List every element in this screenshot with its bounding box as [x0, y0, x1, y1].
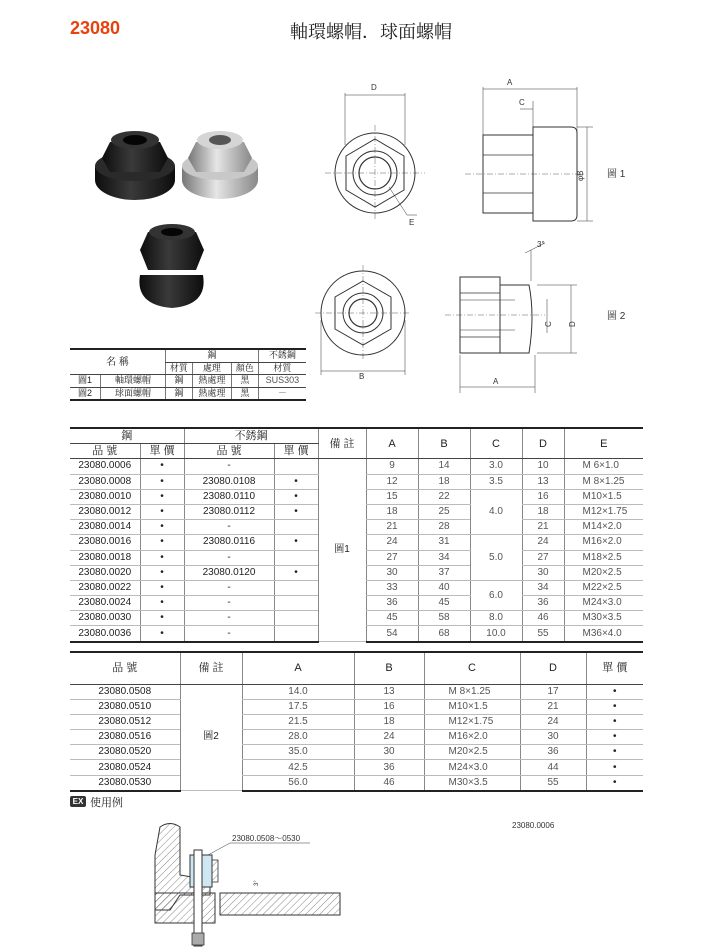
dim-b: 37 — [418, 565, 470, 580]
dim-d: 21 — [520, 699, 586, 714]
dim-c: M16×2.0 — [424, 730, 520, 745]
note-fig2: 圖2 — [180, 684, 242, 791]
dim-b: 16 — [354, 699, 424, 714]
mat-row — [70, 375, 306, 388]
dim-a: 15 — [366, 489, 418, 504]
dim-b: 18 — [418, 474, 470, 489]
dim-e: M14×2.0 — [564, 520, 643, 535]
dim-a: 30 — [366, 565, 418, 580]
dim-e: M12×1.75 — [564, 504, 643, 519]
note-fig1: 圖1 — [318, 459, 366, 642]
part-no: 23080.0510 — [70, 699, 180, 714]
price: • — [586, 745, 643, 760]
price: • — [586, 730, 643, 745]
svg-text:圖 1: 圖 1 — [607, 169, 626, 180]
steel-price: • — [140, 580, 184, 595]
dim-d: 21 — [522, 520, 564, 535]
stainless-part-no: - — [184, 580, 274, 595]
svg-text:圖 2: 圖 2 — [607, 311, 626, 322]
svg-text:B: B — [359, 372, 365, 381]
dim-a: 54 — [366, 626, 418, 642]
dim-a: 28.0 — [242, 730, 354, 745]
dim-d: 34 — [522, 580, 564, 595]
dim-a: 33 — [366, 580, 418, 595]
stainless-part-no: 23080.0120 — [184, 565, 274, 580]
svg-text:φB: φB — [576, 170, 585, 181]
svg-text:3°: 3° — [254, 880, 260, 886]
callout-collar-nut: 23080.0006 — [512, 821, 555, 830]
t2-head-b: B — [354, 652, 424, 684]
mat-sub-material2: 材質 — [258, 362, 306, 375]
material-table — [70, 348, 306, 401]
dim-d: 30 — [520, 730, 586, 745]
parts-table-fig2 — [70, 651, 643, 792]
t1-head-e: E — [564, 428, 643, 459]
svg-text:E: E — [409, 218, 415, 227]
dim-b: 45 — [418, 596, 470, 611]
dim-a: 21 — [366, 520, 418, 535]
dim-b: 14 — [418, 459, 470, 474]
t1-head-d: D — [522, 428, 564, 459]
svg-text:D: D — [568, 321, 577, 327]
dim-d: 55 — [522, 626, 564, 642]
stainless-part-no: 23080.0110 — [184, 489, 274, 504]
table-row — [70, 459, 643, 474]
stainless-part-no: - — [184, 550, 274, 565]
t1-head-note: 備 註 — [318, 428, 366, 459]
usage-example-drawing — [150, 815, 570, 949]
dim-e: M16×2.0 — [564, 535, 643, 550]
dim-c: 3.5 — [470, 474, 522, 489]
price: • — [586, 699, 643, 714]
dim-b: 58 — [418, 611, 470, 626]
steel-part-no: 23080.0006 — [70, 459, 140, 474]
dim-b: 31 — [418, 535, 470, 550]
product-code: 23080 — [70, 18, 121, 38]
svg-text:A: A — [507, 78, 513, 87]
dim-c: 8.0 — [470, 611, 522, 626]
stainless-part-no: - — [184, 626, 274, 642]
mat-sub-color: 顏色 — [232, 362, 259, 375]
t1-head-price-ss: 單 價 — [274, 444, 318, 459]
dim-d: 36 — [520, 745, 586, 760]
dim-a: 21.5 — [242, 714, 354, 729]
table-row — [70, 714, 643, 729]
dim-c: M24×3.0 — [424, 760, 520, 775]
stainless-price — [274, 459, 318, 474]
steel-price: • — [140, 504, 184, 519]
t1-head-price: 單 價 — [140, 444, 184, 459]
table-row — [70, 775, 643, 791]
dim-b: 22 — [418, 489, 470, 504]
product-photos — [90, 120, 270, 320]
steel-part-no: 23080.0036 — [70, 626, 140, 642]
steel-part-no: 23080.0024 — [70, 596, 140, 611]
t1-head-part-ss: 品 號 — [184, 444, 274, 459]
stainless-part-no: 23080.0116 — [184, 535, 274, 550]
black-collar-nut-icon — [95, 131, 175, 200]
dim-c: M20×2.5 — [424, 745, 520, 760]
steel-part-no: 23080.0022 — [70, 580, 140, 595]
table-row — [70, 760, 643, 775]
table-row — [70, 684, 643, 699]
fig1-front-view — [325, 83, 425, 227]
dim-c: M30×3.5 — [424, 775, 520, 791]
t2-head-part: 品 號 — [70, 652, 180, 684]
dim-c: 3.0 — [470, 459, 522, 474]
page-title: 軸環螺帽．球面螺帽 — [290, 22, 452, 43]
dim-d: 24 — [522, 535, 564, 550]
mat-head-name: 名 稱 — [70, 349, 166, 375]
mat-color: 黑 — [232, 375, 259, 388]
dim-e: M10×1.5 — [564, 489, 643, 504]
mat-fig: 圖2 — [70, 387, 101, 400]
stainless-price — [274, 550, 318, 565]
stainless-price: • — [274, 504, 318, 519]
mat-sub-treatment: 處理 — [192, 362, 231, 375]
steel-price: • — [140, 520, 184, 535]
dim-c: 5.0 — [470, 535, 522, 581]
t2-body — [70, 684, 643, 791]
steel-price: • — [140, 550, 184, 565]
t1-head-b: B — [418, 428, 470, 459]
steel-price: • — [140, 596, 184, 611]
dim-e: M22×2.5 — [564, 580, 643, 595]
dim-d: 17 — [520, 684, 586, 699]
dim-d: 36 — [522, 596, 564, 611]
dim-e: M30×3.5 — [564, 611, 643, 626]
dim-b: 25 — [418, 504, 470, 519]
dim-a: 14.0 — [242, 684, 354, 699]
table-row — [70, 745, 643, 760]
dim-e: M36×4.0 — [564, 626, 643, 642]
dim-c: M12×1.75 — [424, 714, 520, 729]
svg-text:D: D — [371, 83, 377, 92]
stainless-price: • — [274, 535, 318, 550]
spherical-nut-icon — [139, 224, 204, 308]
t1-head-c: C — [470, 428, 522, 459]
dim-c: M 8×1.25 — [424, 684, 520, 699]
part-no: 23080.0516 — [70, 730, 180, 745]
dim-a: 45 — [366, 611, 418, 626]
dim-a: 18 — [366, 504, 418, 519]
dim-c: 6.0 — [470, 580, 522, 610]
steel-part-no: 23080.0030 — [70, 611, 140, 626]
steel-part-no: 23080.0018 — [70, 550, 140, 565]
stainless-price: • — [274, 565, 318, 580]
dim-b: 30 — [354, 745, 424, 760]
dim-b: 13 — [354, 684, 424, 699]
svg-text:C: C — [544, 321, 553, 327]
example-badge: EX — [70, 796, 86, 807]
dim-a: 27 — [366, 550, 418, 565]
dim-d: 10 — [522, 459, 564, 474]
mat-treatment: 熱處理 — [192, 375, 231, 388]
callout-spherical-range: 23080.0508～0530 — [232, 834, 301, 843]
mat-stainless: － — [258, 387, 306, 400]
dim-d: 55 — [520, 775, 586, 791]
dim-d: 13 — [522, 474, 564, 489]
stainless-price: • — [274, 474, 318, 489]
dim-b: 18 — [354, 714, 424, 729]
stainless-part-no: - — [184, 611, 274, 626]
price: • — [586, 775, 643, 791]
part-no: 23080.0512 — [70, 714, 180, 729]
mat-material: 鋼 — [166, 375, 193, 388]
stainless-price — [274, 580, 318, 595]
steel-price: • — [140, 535, 184, 550]
dim-d: 18 — [522, 504, 564, 519]
dim-a: 9 — [366, 459, 418, 474]
fig2-front-view — [315, 265, 411, 381]
part-no: 23080.0530 — [70, 775, 180, 791]
t2-head-c: C — [424, 652, 520, 684]
svg-text:C: C — [519, 98, 525, 107]
stainless-price — [274, 626, 318, 642]
svg-text:3°: 3° — [537, 240, 545, 249]
steel-part-no: 23080.0008 — [70, 474, 140, 489]
mat-sub-material: 材質 — [166, 362, 193, 375]
mat-row — [70, 387, 306, 400]
dim-b: 36 — [354, 760, 424, 775]
steel-price: • — [140, 489, 184, 504]
dim-e: M18×2.5 — [564, 550, 643, 565]
steel-part-no: 23080.0016 — [70, 535, 140, 550]
dim-d: 16 — [522, 489, 564, 504]
dim-e: M 6×1.0 — [564, 459, 643, 474]
mat-head-stainless: 不銹鋼 — [258, 349, 306, 362]
stainless-part-no: - — [184, 596, 274, 611]
dim-d: 24 — [520, 714, 586, 729]
stainless-price — [274, 596, 318, 611]
part-no: 23080.0520 — [70, 745, 180, 760]
dim-b: 34 — [418, 550, 470, 565]
steel-part-no: 23080.0020 — [70, 565, 140, 580]
stainless-price — [274, 520, 318, 535]
t2-head-note: 備 註 — [180, 652, 242, 684]
stainless-part-no: 23080.0112 — [184, 504, 274, 519]
steel-part-no: 23080.0014 — [70, 520, 140, 535]
steel-price: • — [140, 474, 184, 489]
mat-treatment: 熱處理 — [192, 387, 231, 400]
fig1-side-view — [465, 78, 626, 221]
dim-b: 68 — [418, 626, 470, 642]
stainless-part-no: - — [184, 459, 274, 474]
technical-drawings — [315, 75, 655, 395]
price: • — [586, 714, 643, 729]
dim-c: 4.0 — [470, 489, 522, 535]
steel-price: • — [140, 459, 184, 474]
fig2-side-view — [445, 240, 626, 393]
dim-b: 46 — [354, 775, 424, 791]
stainless-price — [274, 611, 318, 626]
t2-head-price: 單 價 — [586, 652, 643, 684]
steel-part-no: 23080.0010 — [70, 489, 140, 504]
example-label: 使用例 — [90, 796, 123, 809]
dim-e: M24×3.0 — [564, 596, 643, 611]
stainless-price: • — [274, 489, 318, 504]
dim-a: 17.5 — [242, 699, 354, 714]
dim-a: 36 — [366, 596, 418, 611]
t1-head-steel: 鋼 — [70, 428, 184, 444]
t1-body — [70, 459, 643, 642]
dim-e: M20×2.5 — [564, 565, 643, 580]
stainless-collar-nut-icon — [182, 131, 258, 199]
dim-d: 30 — [522, 565, 564, 580]
stainless-part-no: - — [184, 520, 274, 535]
dim-e: M 8×1.25 — [564, 474, 643, 489]
dim-a: 24 — [366, 535, 418, 550]
table-row — [70, 699, 643, 714]
dim-a: 56.0 — [242, 775, 354, 791]
dim-b: 24 — [354, 730, 424, 745]
dim-a: 35.0 — [242, 745, 354, 760]
mat-fig: 圖1 — [70, 375, 101, 388]
dim-b: 40 — [418, 580, 470, 595]
t1-head-part: 品 號 — [70, 444, 140, 459]
dim-d: 46 — [522, 611, 564, 626]
steel-price: • — [140, 626, 184, 642]
t1-head-stainless: 不銹鋼 — [184, 428, 318, 444]
svg-text:A: A — [493, 377, 499, 386]
dim-a: 42.5 — [242, 760, 354, 775]
price: • — [586, 760, 643, 775]
table-row — [70, 730, 643, 745]
mat-name: 球面螺帽 — [101, 387, 166, 400]
steel-price: • — [140, 611, 184, 626]
mat-name: 軸環螺帽 — [101, 375, 166, 388]
part-no: 23080.0524 — [70, 760, 180, 775]
dim-c: M10×1.5 — [424, 699, 520, 714]
stainless-part-no: 23080.0108 — [184, 474, 274, 489]
dim-a: 12 — [366, 474, 418, 489]
t2-head-a: A — [242, 652, 354, 684]
mat-material: 鋼 — [166, 387, 193, 400]
dim-c: 10.0 — [470, 626, 522, 642]
steel-price: • — [140, 565, 184, 580]
part-no: 23080.0508 — [70, 684, 180, 699]
mat-color: 黑 — [232, 387, 259, 400]
steel-part-no: 23080.0012 — [70, 504, 140, 519]
parts-table-fig1 — [70, 427, 643, 643]
dim-d: 27 — [522, 550, 564, 565]
mat-stainless: SUS303 — [258, 375, 306, 388]
dim-b: 28 — [418, 520, 470, 535]
price: • — [586, 684, 643, 699]
dim-d: 44 — [520, 760, 586, 775]
mat-head-steel: 鋼 — [166, 349, 259, 362]
t2-head-d: D — [520, 652, 586, 684]
t1-head-a: A — [366, 428, 418, 459]
